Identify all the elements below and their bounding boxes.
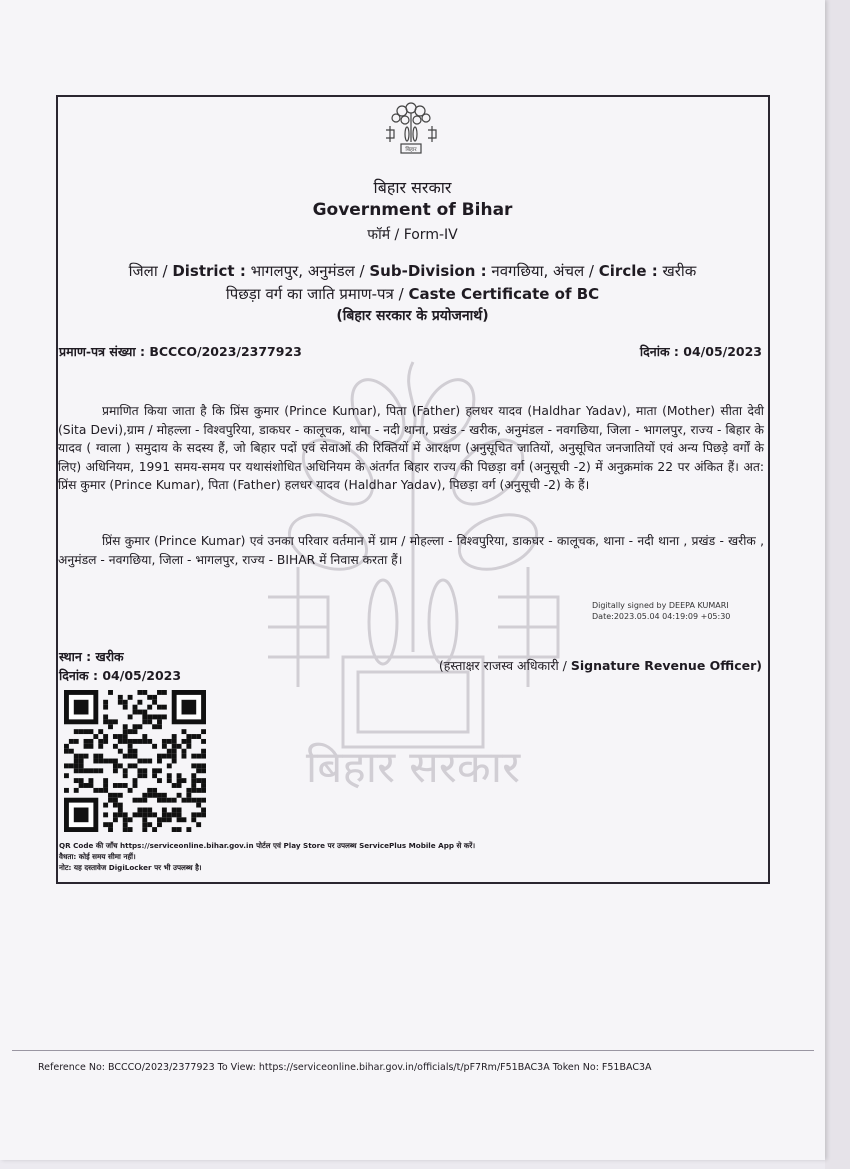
residence-paragraph: प्रिंस कुमार (Prince Kumar) एवं उनका परिवार वर्तमान में ग्राम / मोहल्ला - विश्वपुरिया, डाकघर - कालूचक, थाना - नदी थाना , प्रखंड - खरीक , अनुमंडल - नवगछिया, जिला - भागलपुर, राज्य - BIHAR में निवास करता हैं। — [58, 534, 764, 567]
page-edge — [825, 0, 850, 1169]
certificate-type: पिछड़ा वर्ग का जाति प्रमाण-पत्र / Caste Certificate of BC — [225, 285, 600, 303]
place-date-field: दिनांक : 04/05/2023 — [59, 668, 182, 683]
footer-divider — [12, 1050, 814, 1051]
gov-title-hindi: बिहार सरकार — [373, 178, 452, 197]
place-field: स्थान : खरीक — [59, 649, 124, 664]
certification-paragraph: प्रमाणित किया जाता है कि प्रिंस कुमार (Prince Kumar), पिता (Father) हलधर यादव (Haldhar Yadav), माता (Mother) सीता देवी (Sita Devi),ग्राम / मोहल्ला - विश्वपुरिया, डाकघर - कालूचक, थाना - नदी थाना, प्रखंड - खरीक, अनुमंडल - नवगछिया, जिला - भागलपुर, राज्य - बिहार के यादव ( ग्वाला ) समुदाय के सदस्य हैं, जो बिहार पदों एवं सेवाओं की रिक्तियों में आरक्षण (अनुसूचित जातियों, अनुसूचित जनजातियों एवं अन्य पिछड़े वर्गों के लिए) अधिनियम, 1991 समय-समय पर यथासंशोधित अधिनियम के अंतर्गत बिहार राज्य की पिछड़ा वर्ग (अनुसूची -2) में अनुक्रमांक 22 पर अंकित हैं। अत: प्रिंस कुमार (Prince Kumar), पिता (Father) हलधर यादव (Haldhar Yadav), पिछड़ा वर्ग (अनुसूची -2) के हैं। — [58, 404, 764, 492]
reference-footer: Reference No: BCCCO/2023/2377923 To View: https://serviceonline.bihar.gov.in/officials/t/pF7Rm/F51BAC3A Token No: F51BAC3A — [38, 1062, 652, 1073]
bihar-emblem-icon — [382, 96, 440, 158]
svg-text:बिहार: बिहार — [405, 147, 417, 153]
certificate-number: प्रमाण-पत्र संख्या : BCCCO/2023/2377923 — [59, 344, 302, 359]
signature-officer: (हस्ताक्षर राजस्व अधिकारी / Signature Revenue Officer) — [438, 658, 762, 673]
district-line: जिला / District : भागलपुर, अनुमंडल / Sub-Division : नवगछिया, अंचल / Circle : खरीक — [128, 262, 697, 280]
qr-verification-note: QR Code की जाँच https://serviceonline.bihar.gov.in पोर्टल एवं Play Store पर उपलब्ध ServicePlus Mobile App से करें। वैधता: कोई समय सीमा नहीं। नोट: यह दस्तावेज DigiLocker पर भी उपलब्ध है। — [59, 841, 476, 872]
svg-text:बिहार सरकार: बिहार सरकार — [305, 742, 521, 792]
digital-signature: Digitally signed by DEEPA KUMARI Date:2023.05.04 04:19:09 +05:30 — [592, 601, 731, 621]
qr-code-icon[interactable] — [64, 690, 206, 832]
certificate-date: दिनांक : 04/05/2023 — [639, 344, 762, 359]
purpose-line: (बिहार सरकार के प्रयोजनार्थ) — [336, 308, 489, 324]
gov-title-english: Government of Bihar — [312, 200, 513, 220]
form-label: फॉर्म / Form-IV — [367, 227, 458, 243]
